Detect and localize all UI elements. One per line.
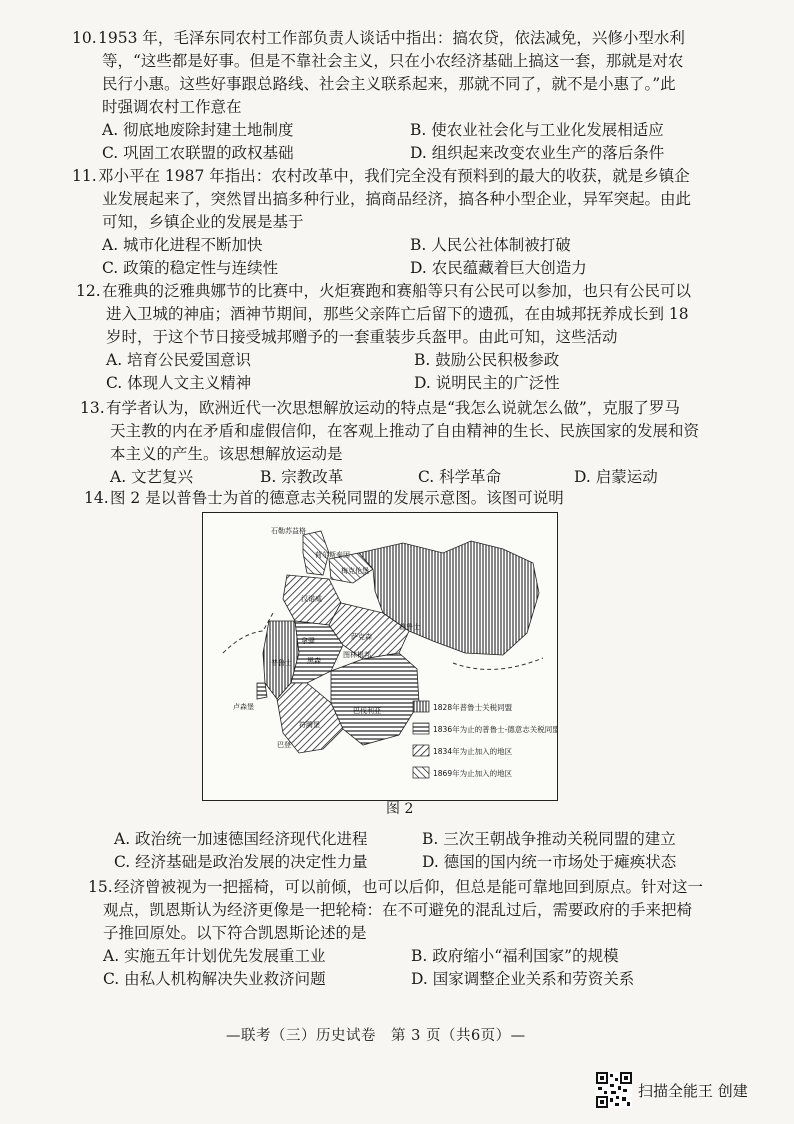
question-text-line: 观点，凯恩斯认为经济更像是一把轮椅：在不可避免的混乱过后，需要政府的手来把椅 (103, 901, 693, 919)
question-text-line: 图 2 是以普鲁士为首的德意志关税同盟的发展示意图。该图可说明 (110, 489, 564, 507)
customs-union-map (202, 512, 558, 801)
region-luxembourg (257, 683, 267, 699)
option-b[interactable]: B. 三次王朝战争推动关税同盟的建立 (422, 830, 676, 848)
question-number: 14. (84, 489, 109, 507)
label-baden: 巴登 (277, 741, 291, 749)
label-mecklenburg: 梅克伦堡 (341, 567, 369, 575)
legend-label: 1834年为止加入的地区 (433, 747, 513, 756)
question-text-line: 进入卫城的神庙；酒神节期间，那些父亲阵亡后留下的遗孤，在由城邦抚养成长到 18 (106, 305, 689, 323)
legend-swatch (413, 701, 429, 712)
qr-code-icon (596, 1072, 632, 1108)
option-d[interactable]: D. 德国的国内统一市场处于瘫痪状态 (422, 853, 677, 871)
option-c[interactable]: C. 体现人文主义精神 (106, 374, 252, 392)
scanner-watermark (596, 1072, 748, 1108)
question-14 (84, 487, 724, 510)
option-b[interactable]: B. 宗教改革 (260, 468, 344, 486)
question-13 (80, 397, 730, 489)
question-number: 10. (72, 29, 97, 47)
label-bavaria: 巴伐利亚 (353, 707, 381, 715)
question-text-line: 业发展起来了，突然冒出搞多种行业，搞商品经济，搞各种小型企业，异军突起。由此 (102, 190, 692, 208)
option-d[interactable]: D. 农民蕴藏着巨大创造力 (410, 259, 587, 277)
legend-label: 1828年普鲁士关税同盟 (433, 703, 513, 712)
question-text-line: 经济曾被视为一把摇椅，可以前倾，也可以后仰，但总是能可靠地回到原点。针对这一 (114, 878, 704, 896)
option-b[interactable]: B. 使农业社会化与工业化发展相适应 (410, 121, 664, 139)
question-14-options (114, 828, 734, 874)
question-text-line: 在雅典的泛雅典娜节的比赛中，火炬赛跑和赛船等只有公民可以参加，也只有公民可以 (102, 282, 692, 300)
option-b[interactable]: B. 人民公社体制被打破 (410, 236, 571, 254)
option-b[interactable]: B. 鼓励公民积极参政 (414, 351, 560, 369)
question-text-line: 本主义的产生。该思想解放运动是 (110, 445, 343, 463)
question-number: 13. (80, 399, 105, 417)
option-a[interactable]: A. 政治统一加速德国经济现代化进程 (114, 830, 368, 848)
question-text-line: 邓小平在 1987 年指出：农村改革中，我们完全没有预料到的最大的收获，就是乡镇企 (98, 167, 690, 185)
label-hesse: 黑森 (307, 657, 321, 665)
label-holstein: 荷尔斯泰因 (315, 551, 350, 559)
legend-label: 1869年为止加入的地区 (433, 769, 513, 778)
legend-swatch (413, 723, 429, 734)
option-c[interactable]: C. 巩固工农联盟的政权基础 (102, 144, 294, 162)
region-bavaria (331, 653, 419, 745)
option-d[interactable]: D. 说明民主的广泛性 (414, 374, 560, 392)
option-c[interactable]: C. 由私人机构解决失业救济问题 (103, 970, 326, 988)
option-c[interactable]: C. 经济基础是政治发展的决定性力量 (114, 853, 368, 871)
label-luxembourg: 卢森堡 (233, 703, 254, 711)
scanner-text: 扫描全能王 创建 (638, 1081, 748, 1100)
legend-swatch (413, 745, 429, 756)
option-c[interactable]: C. 政策的稳定性与连续性 (102, 259, 279, 277)
page-footer: —联考（三）历史试卷 第 3 页（共6页）— (226, 1028, 526, 1044)
option-d[interactable]: D. 国家调整企业关系和劳资关系 (411, 970, 635, 988)
question-10 (72, 27, 722, 165)
question-text-line: 子推回原处。以下符合凯恩斯论述的是 (103, 924, 367, 942)
option-d[interactable]: D. 启蒙运动 (574, 468, 658, 486)
label-wurttemberg: 符腾堡 (299, 721, 320, 729)
question-number: 11. (72, 167, 97, 185)
map-svg (203, 513, 557, 800)
question-12 (76, 280, 726, 395)
question-11 (72, 165, 722, 280)
question-text-line: 有学者认为，欧洲近代一次思想解放运动的特点是“我怎么说就怎么做”，克服了罗马 (106, 399, 680, 417)
option-a[interactable]: A. 城市化进程不断加快 (102, 236, 263, 254)
option-a[interactable]: A. 培育公民爱国意识 (106, 351, 252, 369)
question-text-line: 岁时，于这个节日接受城邦赠予的一套重装步兵盔甲。由此可知，这些活动 (106, 328, 618, 346)
option-b[interactable]: B. 政府缩小“福利国家”的规模 (411, 947, 619, 965)
option-a[interactable]: A. 实施五年计划优先发展重工业 (103, 947, 326, 965)
border-line (453, 658, 543, 669)
option-a[interactable]: A. 文艺复兴 (110, 468, 194, 486)
question-text-line: 1953 年，毛泽东同农村工作部负责人谈话中指出：搞农贷，依法减免，兴修小型水利 (98, 29, 685, 47)
label-nassau: 拿骚 (301, 637, 315, 645)
label-prussia: 普鲁士 (399, 623, 420, 631)
label-saxony: 萨克森 (351, 633, 372, 641)
label-prussia-west: 普鲁士 (271, 659, 292, 667)
option-d[interactable]: D. 组织起来改变农业生产的落后条件 (410, 144, 665, 162)
label-schleswig: 石勒苏益格 (271, 527, 306, 535)
map-legend (413, 701, 557, 778)
option-a[interactable]: A. 彻底地废除封建土地制度 (102, 121, 294, 139)
question-text-line: 时强调农村工作意在 (102, 98, 242, 116)
label-hanover: 汉诺威 (301, 595, 322, 603)
question-text-line: 天主教的内在矛盾和虚假信仰，在客观上推动了自由精神的生长、民族国家的发展和资 (110, 422, 700, 440)
option-c[interactable]: C. 科学革命 (418, 468, 502, 486)
question-text-line: 等，“这些都是好事。但是不靠社会主义，只在小农经济基础上搞这一套，那就是对农 (102, 52, 684, 70)
legend-swatch (413, 767, 429, 778)
question-number: 12. (76, 282, 101, 300)
question-number: 15. (88, 878, 113, 896)
legend-label: 1836年为止的普鲁士-德意志关税同盟 (433, 725, 557, 734)
question-text-line: 可知，乡镇企业的发展是基于 (102, 213, 304, 231)
figure-caption: 图 2 (386, 801, 414, 817)
question-15 (88, 876, 738, 991)
label-thuringia: 图林根邦 (343, 651, 371, 659)
question-text-line: 民行小惠。这些好事跟总路线、社会主义联系起来，那就不同了，就不是小惠了。”此 (102, 75, 676, 93)
